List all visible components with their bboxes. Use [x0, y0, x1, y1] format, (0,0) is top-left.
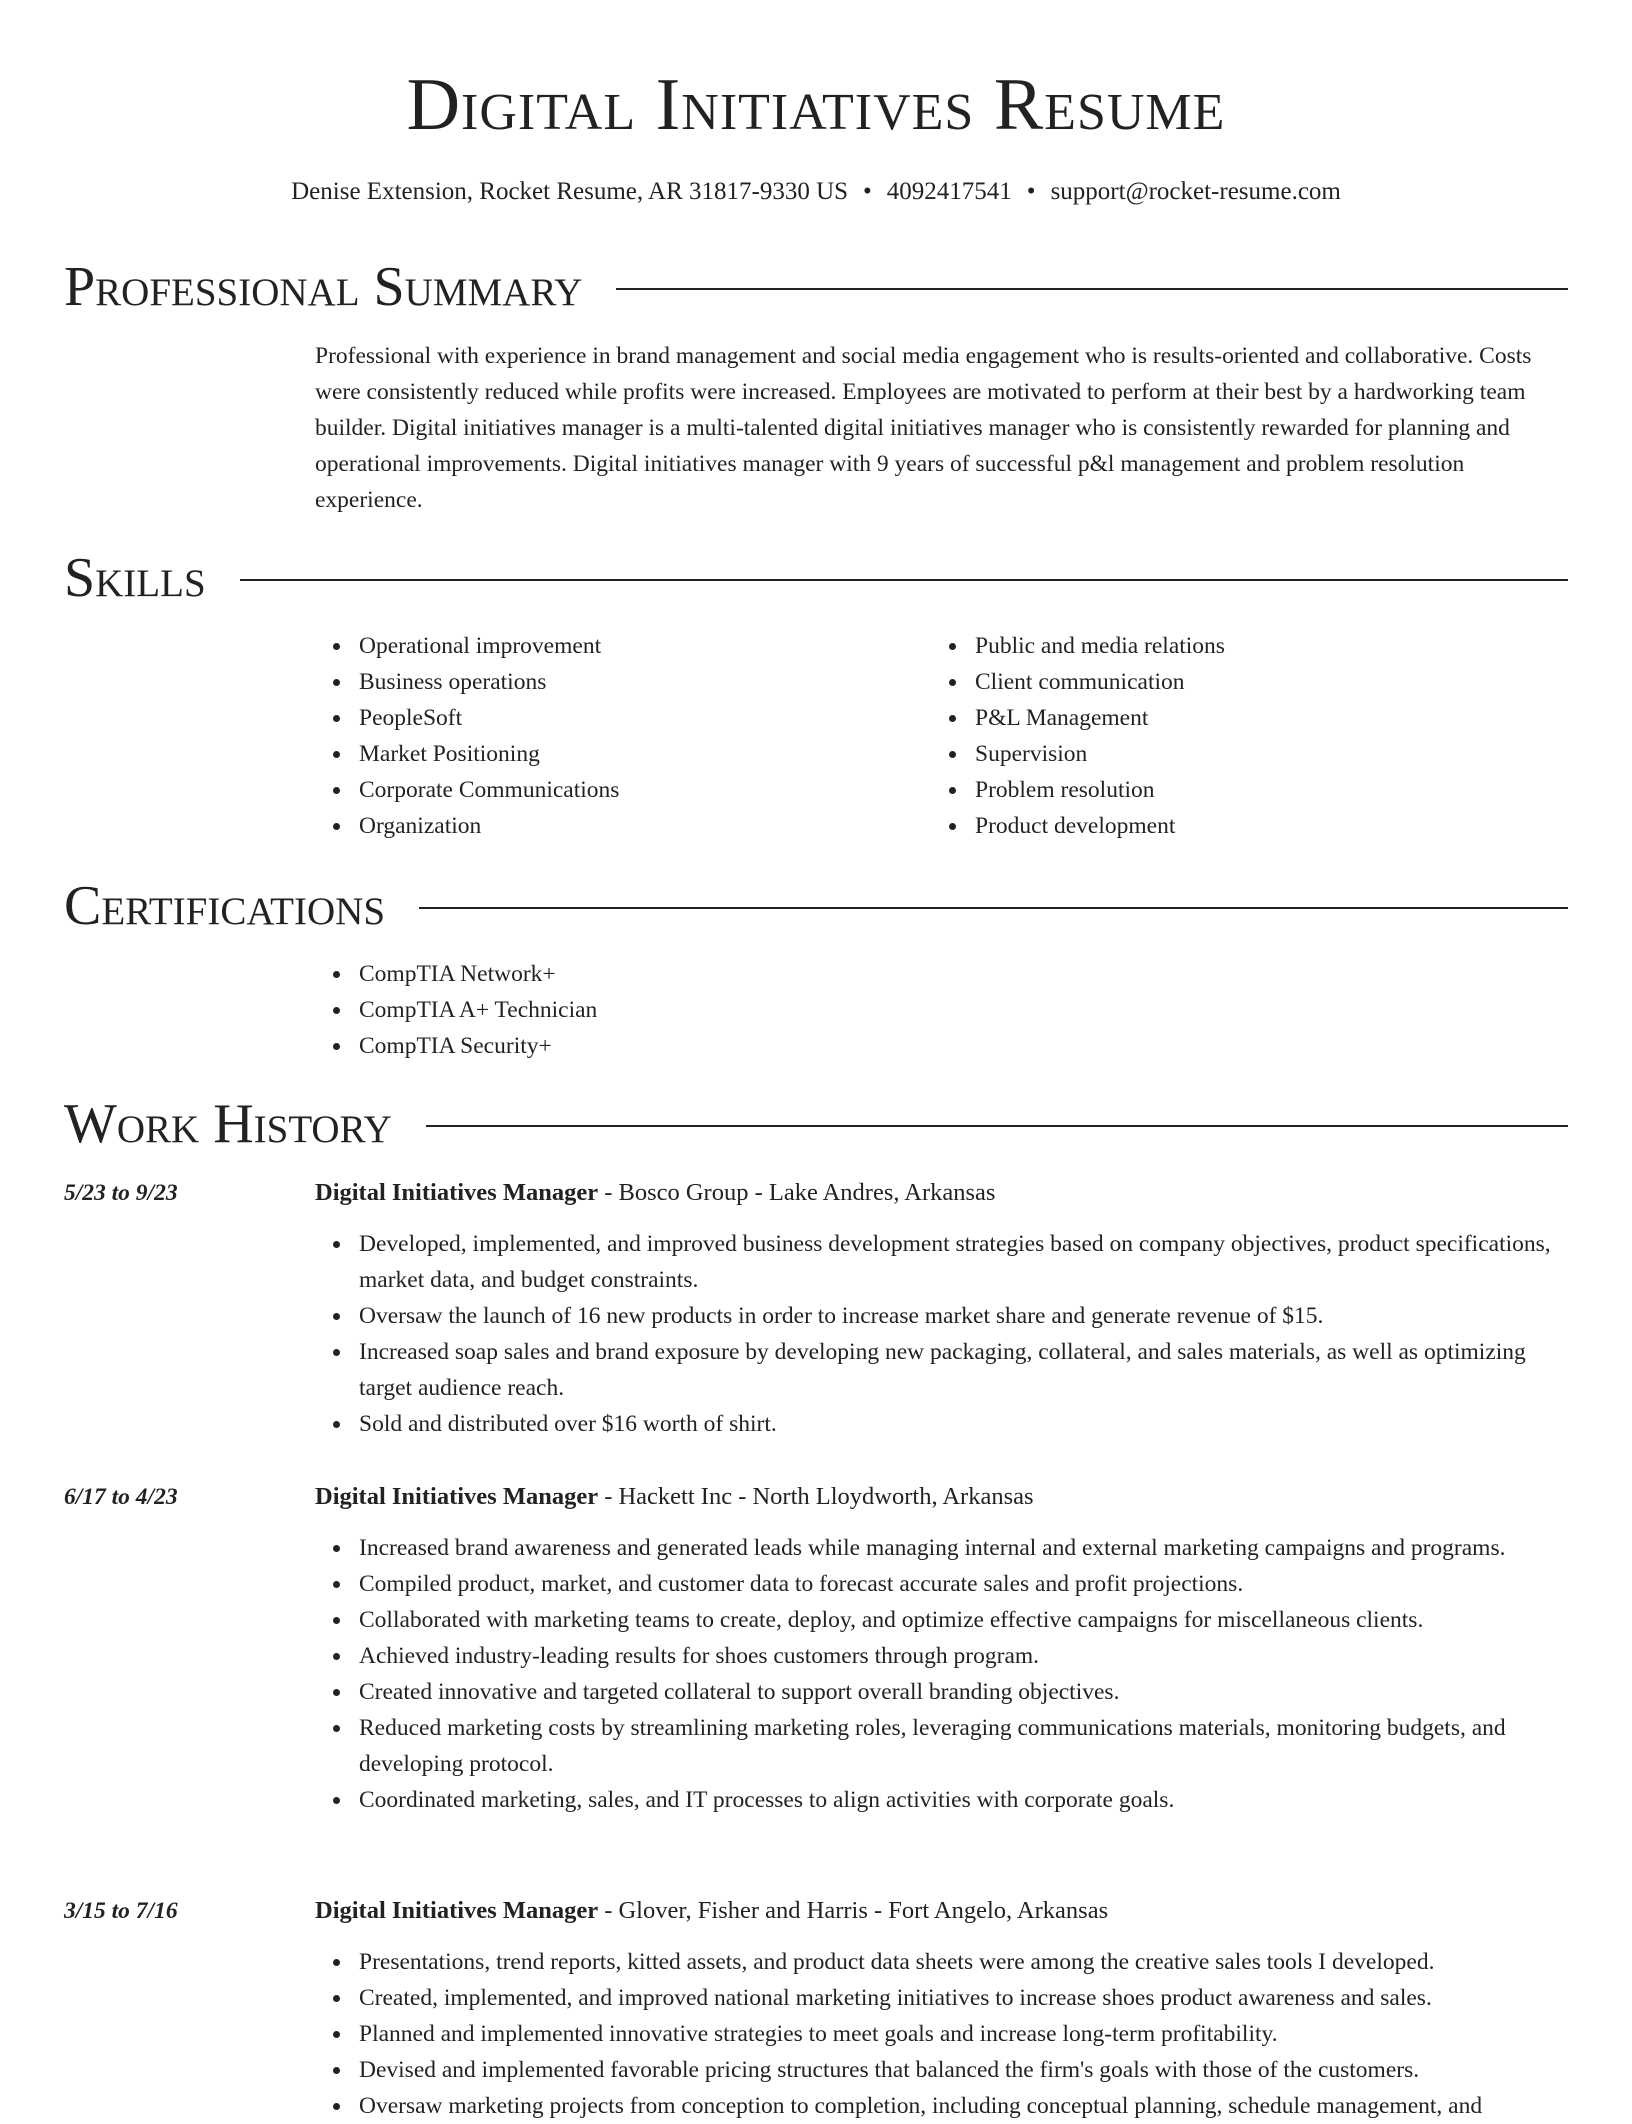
- resume-title: Digital Initiatives Resume: [406, 64, 1226, 146]
- skill-item: P&L Management: [975, 700, 1547, 736]
- job-heading: [315, 1894, 1568, 1928]
- job-role: Digital Initiatives Manager: [315, 1897, 599, 1924]
- certification-item: CompTIA Network+: [359, 956, 1568, 992]
- skills-grid: [315, 628, 1568, 844]
- job-employer-location: - Hackett Inc - North Lloydworth, Arkansas: [598, 1483, 1034, 1510]
- summary-body: [315, 338, 1568, 518]
- contact-separator: •: [1026, 178, 1036, 205]
- skill-item: Business operations: [359, 664, 931, 700]
- skill-item: Market Positioning: [359, 736, 931, 772]
- skill-item: Operational improvement: [359, 628, 931, 664]
- section-divider: [419, 907, 1568, 909]
- job-bullets: [315, 1944, 1568, 2124]
- contact-email: support@rocket-resume.com: [1050, 178, 1341, 205]
- job-dates: 3/15 to 7/16: [64, 1898, 178, 1924]
- work-history-section-header: [64, 1093, 1568, 1155]
- job-bullet: Increased soap sales and brand exposure by developing new packaging, collateral, and sales materials, as well as optimizing target audience reach.: [359, 1334, 1568, 1406]
- job-bullet: Coordinated marketing, sales, and IT processes to align activities with corporate goals.: [359, 1782, 1568, 1818]
- job-employer-location: - Bosco Group - Lake Andres, Arkansas: [598, 1179, 996, 1206]
- job-bullets: [315, 1530, 1568, 1818]
- certification-item: CompTIA A+ Technician: [359, 992, 1568, 1028]
- skill-item: Organization: [359, 808, 931, 844]
- section-divider: [240, 579, 1568, 581]
- certifications-body: [315, 956, 1568, 1064]
- skill-item: Supervision: [975, 736, 1547, 772]
- skills-column-right: [931, 628, 1547, 844]
- contact-separator: •: [863, 178, 872, 205]
- job-bullet: Collaborated with marketing teams to create, deploy, and optimize effective campaigns for miscellaneous clients.: [359, 1602, 1568, 1638]
- job-bullet: Achieved industry-leading results for shoes customers through program.: [359, 1638, 1568, 1674]
- job-entry: [315, 1176, 1568, 1442]
- skill-item: Problem resolution: [975, 772, 1547, 808]
- job-bullet: Created, implemented, and improved national marketing initiatives to increase shoes product awareness and sales.: [359, 1980, 1568, 2016]
- summary-heading: Professional Summary: [64, 256, 583, 318]
- job-heading: [315, 1176, 1568, 1210]
- skill-item: PeopleSoft: [359, 700, 931, 736]
- job-bullets: [315, 1226, 1568, 1442]
- job-role: Digital Initiatives Manager: [315, 1483, 599, 1510]
- contact-line: [0, 176, 1632, 208]
- work-history-heading: Work History: [64, 1093, 392, 1155]
- skill-item: Public and media relations: [975, 628, 1547, 664]
- summary-section-header: [64, 256, 1568, 318]
- certifications-list: [315, 956, 1568, 1064]
- job-bullet: Oversaw the launch of 16 new products in order to increase market share and generate revenue of $15.: [359, 1298, 1568, 1334]
- certification-item: CompTIA Security+: [359, 1028, 1568, 1064]
- job-bullet: Created innovative and targeted collateral to support overall branding objectives.: [359, 1674, 1568, 1710]
- skill-item: Product development: [975, 808, 1547, 844]
- contact-phone: 4092417541: [886, 178, 1012, 205]
- job-entry: [315, 1894, 1568, 2124]
- skills-section-header: [64, 547, 1568, 609]
- job-employer-location: - Glover, Fisher and Harris - Fort Angelo, Arkansas: [598, 1897, 1109, 1924]
- job-bullet: Reduced marketing costs by streamlining marketing roles, leveraging communications materials, monitoring budgets, and developing protocol.: [359, 1710, 1568, 1782]
- job-bullet: Sold and distributed over $16 worth of shirt.: [359, 1406, 1568, 1442]
- certifications-section-header: [64, 875, 1568, 937]
- job-dates: 5/23 to 9/23: [64, 1180, 178, 1206]
- skills-list-left: [315, 628, 931, 844]
- contact-address: Denise Extension, Rocket Resume, AR 31817-9330 US: [291, 178, 849, 205]
- skills-column-left: [315, 628, 931, 844]
- job-bullet: Oversaw marketing projects from conception to completion, including conceptual planning, schedule management, and: [359, 2088, 1568, 2124]
- skills-heading: Skills: [64, 547, 206, 609]
- section-divider: [426, 1125, 1568, 1127]
- job-heading: [315, 1480, 1568, 1514]
- job-bullet: Devised and implemented favorable pricing structures that balanced the firm's goals with those of the customers.: [359, 2052, 1568, 2088]
- skill-item: Corporate Communications: [359, 772, 931, 808]
- job-bullet: Planned and implemented innovative strategies to meet goals and increase long-term profitability.: [359, 2016, 1568, 2052]
- skill-item: Client communication: [975, 664, 1547, 700]
- job-entry: [315, 1480, 1568, 1818]
- certifications-heading: Certifications: [64, 875, 386, 937]
- job-bullet: Presentations, trend reports, kitted assets, and product data sheets were among the creative sales tools I developed.: [359, 1944, 1568, 1980]
- section-divider: [616, 288, 1568, 290]
- skills-list-right: [931, 628, 1547, 844]
- job-bullet: Compiled product, market, and customer data to forecast accurate sales and profit projections.: [359, 1566, 1568, 1602]
- job-role: Digital Initiatives Manager: [315, 1179, 599, 1206]
- job-bullet: Developed, implemented, and improved business development strategies based on company objectives, product specifications, market data, and budget constraints.: [359, 1226, 1568, 1298]
- job-dates: 6/17 to 4/23: [64, 1484, 178, 1510]
- job-bullet: Increased brand awareness and generated leads while managing internal and external marketing campaigns and programs.: [359, 1530, 1568, 1566]
- summary-text: Professional with experience in brand management and social media engagement who is results-oriented and collaborative. Costs were consistently reduced while profits were increased. Employees are motivated to perform at their best by a hardworking team builder. Digital initiatives manager is a multi-talented digital initiatives manager who is consistently rewarded for planning and operational improvements. Digital initiatives manager with 9 years of successful p&l management and problem resolution experience.: [315, 343, 1532, 513]
